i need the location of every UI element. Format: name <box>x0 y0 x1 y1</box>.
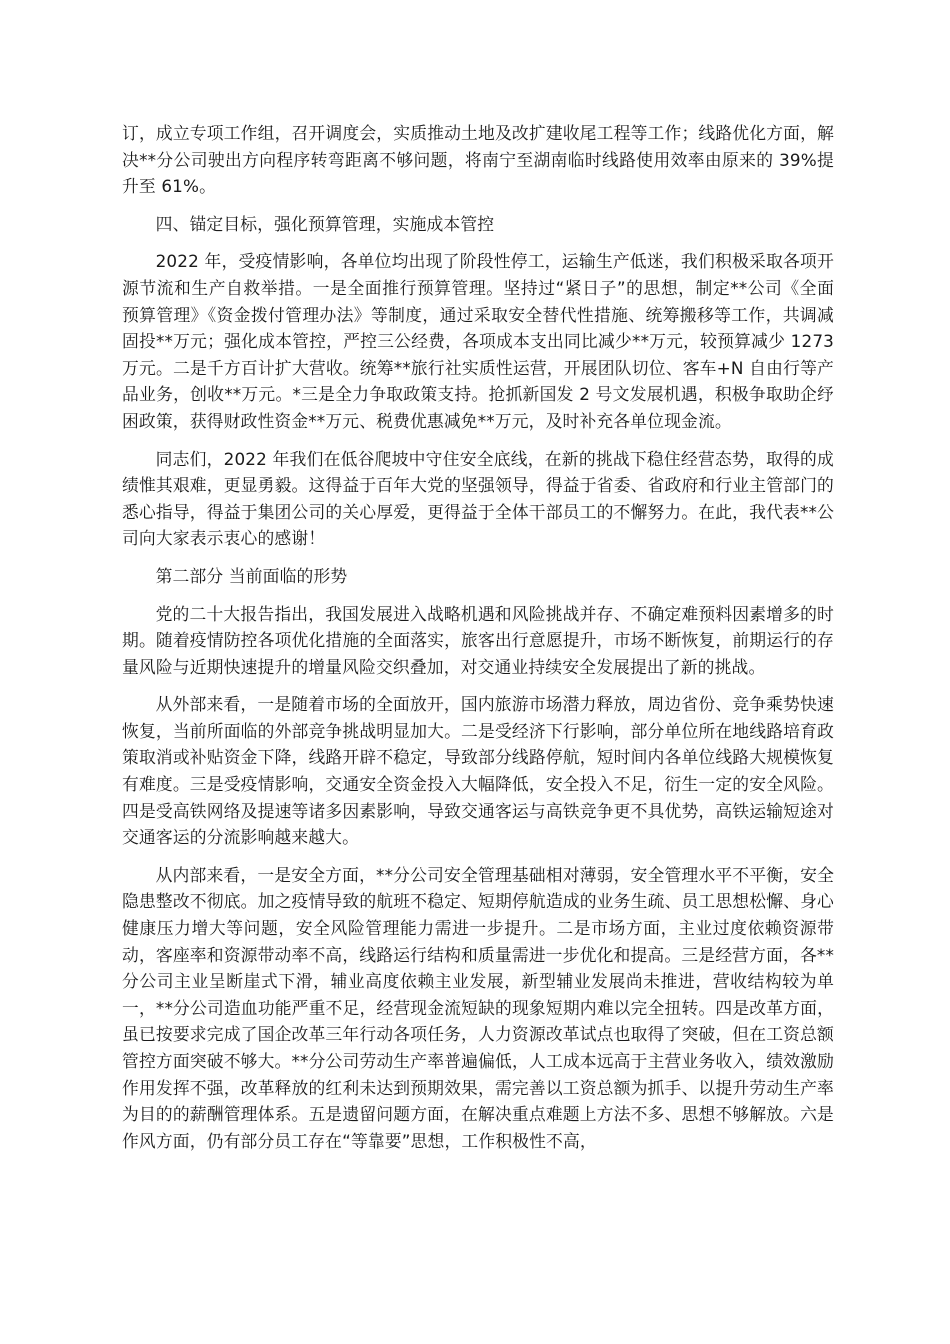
paragraph-budget: 2022 年，受疫情影响，各单位均出现了阶段性停工，运输生产低迷，我们积极采取各项开源节流和生产自救举措。一是全面推行预算管理。坚持过“紧日子”的思想，制定**公司《全面预算管理》《资金拨付管理办法》等制度，通过采取安全替代性措施、统筹搬移等工作，共调减固投**万元；强化成本管控，严控三公经费，各项成本支出同比减少**万元，较预算减少 1273 万元。二是千方百计扩大营收。统筹**旅行社实质性运营，开展团队切位、客车+N 自由行等产品业务，创收**万元。*三是全力争取政策支持。抢抓新国发 2 号文发展机遇，积极争取助企纾困政策，获得财政性资金**万元、税费优惠减免**万元，及时补充各单位现金流。 <box>122 251 834 431</box>
paragraph-external: 从外部来看，一是随着市场的全面放开，国内旅游市场潜力释放，周边省份、竞争乘势快速恢复，当前所面临的外部竞争挑战明显加大。二是受经济下行影响，部分单位所在地线路培育政策取消或补贴资金下降，线路开辟不稳定，导致部分线路停航，短时间内各单位线路大规模恢复有难度。三是受疫情影响，交通安全资金投入大幅降低，安全投入不足，衍生一定的安全风险。四是受高铁网络及提速等诸多因素影响，导致交通客运与高铁竞争更不具优势，高铁运输短途对交通客运的分流影响越来越大。 <box>122 694 834 848</box>
paragraph-situation: 党的二十大报告指出，我国发展进入战略机遇和风险挑战并存、不确定难预料因素增多的时期。随着疫情防控各项优化措施的全面落实，旅客出行意愿提升，市场不断恢复，前期运行的存量风险与近期快速提升的增量风险交织叠加，对交通业持续安全发展提出了新的挑战。 <box>122 603 834 677</box>
section-heading-budget: 四、锚定目标，强化预算管理，实施成本管控 <box>155 213 495 234</box>
document-body <box>122 120 834 1165</box>
part-heading-situation: 第二部分 当前面临的形势 <box>155 565 348 586</box>
paragraph-continuation: 订，成立专项工作组，召开调度会，实质推动土地及改扩建收尾工程等工作；线路优化方面，解决**分公司驶出方向程序转弯距离不够问题，将南宁至湖南临时线路使用效率由原来的 39%提升至 61%。 <box>122 123 834 197</box>
paragraph-internal: 从内部来看，一是安全方面，**分公司安全管理基础相对薄弱，安全管理水平不平衡，安全隐患整改不彻底。加之疫情导致的航班不稳定、短期停航造成的业务生疏、员工思想松懈、身心健康压力增大等问题，安全风险管理能力需进一步提升。二是市场方面，主业过度依赖资源带动，客座率和资源带动率不高，线路运行结构和质量需进一步优化和提高。三是经营方面，各**分公司主业呈断崖式下滑，辅业高度依赖主业发展，新型辅业发展尚未推进，营收结构较为单一，**分公司造血功能严重不足，经营现金流短缺的现象短期内难以完全扭转。四是改革方面，虽已按要求完成了国企改革三年行动各项任务，人力资源改革试点也取得了突破，但在工资总额管控方面突破不够大。**分公司劳动生产率普遍偏低，人工成本远高于主营业务收入，绩效激励作用发挥不强，改革释放的红利未达到预期效果，需完善以工资总额为抓手、以提升劳动生产率为目的的薪酬管理体系。五是遗留问题方面，在解决重点难题上方法不多、思想不够解放。六是作风方面，仍有部分员工存在“等靠要”思想，工作积极性不高， <box>122 864 834 1151</box>
paragraph-thanks: 同志们，2022 年我们在低谷爬坡中守住安全底线，在新的挑战下稳住经营态势，取得的成绩惟其艰难，更显勇毅。这得益于百年大党的坚强领导，得益于省委、省政府和行业主管部门的悉心指导，得益于集团公司的关心厚爱，更得益于全体干部员工的不懈努力。在此，我代表**公司向大家表示衷心的感谢！ <box>122 448 834 549</box>
